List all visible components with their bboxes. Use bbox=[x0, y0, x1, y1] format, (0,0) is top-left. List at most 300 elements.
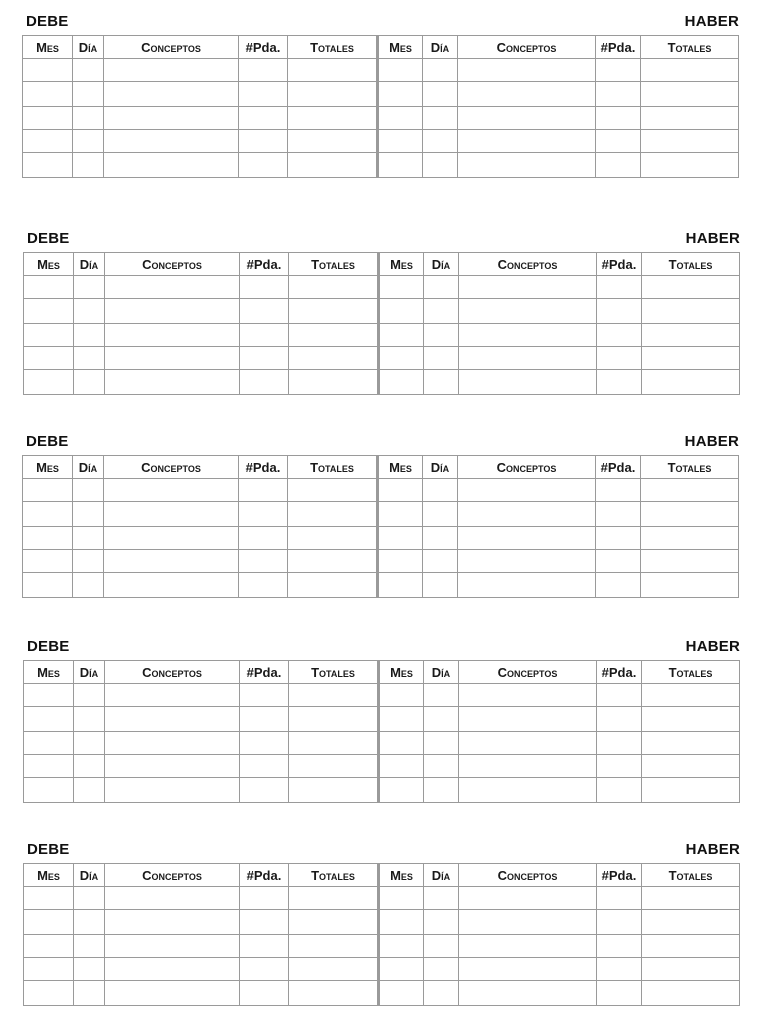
empty-cell[interactable] bbox=[104, 527, 239, 550]
empty-cell[interactable] bbox=[23, 59, 73, 82]
table-row bbox=[24, 299, 740, 324]
empty-cell[interactable] bbox=[641, 479, 739, 502]
table-row bbox=[23, 153, 739, 178]
table-row bbox=[23, 59, 739, 82]
empty-cell[interactable] bbox=[458, 527, 596, 550]
empty-cell[interactable] bbox=[73, 550, 104, 573]
empty-cell[interactable] bbox=[642, 707, 740, 732]
empty-cell[interactable] bbox=[423, 107, 458, 130]
empty-cell[interactable] bbox=[459, 935, 597, 958]
empty-cell[interactable] bbox=[596, 573, 641, 598]
empty-cell[interactable] bbox=[23, 82, 73, 107]
empty-cell[interactable] bbox=[424, 276, 459, 299]
empty-cell[interactable] bbox=[423, 153, 458, 178]
empty-cell[interactable] bbox=[289, 299, 379, 324]
empty-cell[interactable] bbox=[424, 958, 459, 981]
empty-cell[interactable] bbox=[459, 299, 597, 324]
empty-cell[interactable] bbox=[379, 347, 424, 370]
empty-cell[interactable] bbox=[642, 755, 740, 778]
empty-cell[interactable] bbox=[459, 347, 597, 370]
empty-cell[interactable] bbox=[23, 153, 73, 178]
empty-cell[interactable] bbox=[379, 887, 424, 910]
empty-cell[interactable] bbox=[424, 778, 459, 803]
empty-cell[interactable] bbox=[104, 107, 239, 130]
empty-cell[interactable] bbox=[379, 958, 424, 981]
empty-cell[interactable] bbox=[74, 707, 105, 732]
empty-cell[interactable] bbox=[378, 479, 423, 502]
empty-cell[interactable] bbox=[105, 707, 240, 732]
empty-cell[interactable] bbox=[240, 299, 289, 324]
col-dia-haber: Día bbox=[424, 864, 459, 887]
empty-cell[interactable] bbox=[288, 82, 378, 107]
empty-cell[interactable] bbox=[641, 82, 739, 107]
empty-cell[interactable] bbox=[378, 82, 423, 107]
empty-cell[interactable] bbox=[23, 502, 73, 527]
empty-cell[interactable] bbox=[379, 299, 424, 324]
empty-cell[interactable] bbox=[378, 59, 423, 82]
empty-cell[interactable] bbox=[379, 935, 424, 958]
empty-cell[interactable] bbox=[288, 130, 378, 153]
empty-cell[interactable] bbox=[23, 550, 73, 573]
col-conceptos-haber: Conceptos bbox=[458, 36, 596, 59]
empty-cell[interactable] bbox=[641, 550, 739, 573]
empty-cell[interactable] bbox=[73, 479, 104, 502]
empty-cell[interactable] bbox=[240, 707, 289, 732]
col-conceptos-debe: Conceptos bbox=[105, 864, 240, 887]
empty-cell[interactable] bbox=[424, 370, 459, 395]
empty-cell[interactable] bbox=[379, 755, 424, 778]
table-row bbox=[24, 887, 740, 910]
empty-cell[interactable] bbox=[378, 573, 423, 598]
empty-cell[interactable] bbox=[239, 502, 288, 527]
col-pda-debe: #Pda. bbox=[239, 36, 288, 59]
empty-cell[interactable] bbox=[105, 347, 240, 370]
empty-cell[interactable] bbox=[641, 502, 739, 527]
empty-cell[interactable] bbox=[74, 778, 105, 803]
empty-cell[interactable] bbox=[424, 981, 459, 1006]
empty-cell[interactable] bbox=[289, 707, 379, 732]
empty-cell[interactable] bbox=[459, 684, 597, 707]
col-mes-debe: Mes bbox=[24, 864, 74, 887]
empty-cell[interactable] bbox=[24, 755, 74, 778]
empty-cell[interactable] bbox=[73, 502, 104, 527]
empty-cell[interactable] bbox=[289, 935, 379, 958]
empty-cell[interactable] bbox=[104, 82, 239, 107]
ledger-block-2 bbox=[23, 230, 740, 395]
empty-cell[interactable] bbox=[24, 778, 74, 803]
empty-cell[interactable] bbox=[105, 778, 240, 803]
empty-cell[interactable] bbox=[240, 935, 289, 958]
empty-cell[interactable] bbox=[239, 130, 288, 153]
empty-cell[interactable] bbox=[105, 299, 240, 324]
empty-cell[interactable] bbox=[642, 778, 740, 803]
col-totales-debe: Totales bbox=[289, 661, 379, 684]
empty-cell[interactable] bbox=[459, 707, 597, 732]
empty-cell[interactable] bbox=[240, 910, 289, 935]
empty-cell[interactable] bbox=[459, 755, 597, 778]
empty-cell[interactable] bbox=[240, 755, 289, 778]
debe-label: DEBE bbox=[26, 433, 69, 450]
empty-cell[interactable] bbox=[239, 527, 288, 550]
empty-cell[interactable] bbox=[596, 527, 641, 550]
empty-cell[interactable] bbox=[597, 347, 642, 370]
empty-cell[interactable] bbox=[73, 59, 104, 82]
empty-cell[interactable] bbox=[74, 755, 105, 778]
empty-cell[interactable] bbox=[24, 370, 74, 395]
empty-cell[interactable] bbox=[597, 299, 642, 324]
col-pda-debe: #Pda. bbox=[240, 253, 289, 276]
empty-cell[interactable] bbox=[288, 59, 378, 82]
empty-cell[interactable] bbox=[288, 502, 378, 527]
empty-cell[interactable] bbox=[74, 958, 105, 981]
empty-cell[interactable] bbox=[74, 370, 105, 395]
empty-cell[interactable] bbox=[74, 684, 105, 707]
empty-cell[interactable] bbox=[239, 59, 288, 82]
empty-cell[interactable] bbox=[73, 573, 104, 598]
empty-cell[interactable] bbox=[289, 324, 379, 347]
col-totales-debe: Totales bbox=[288, 456, 378, 479]
empty-cell[interactable] bbox=[289, 778, 379, 803]
col-totales-debe: Totales bbox=[288, 36, 378, 59]
empty-cell[interactable] bbox=[73, 153, 104, 178]
empty-cell[interactable] bbox=[642, 958, 740, 981]
empty-cell[interactable] bbox=[424, 755, 459, 778]
empty-cell[interactable] bbox=[289, 887, 379, 910]
empty-cell[interactable] bbox=[74, 887, 105, 910]
empty-cell[interactable] bbox=[240, 981, 289, 1006]
col-mes-haber: Mes bbox=[379, 253, 424, 276]
empty-cell[interactable] bbox=[459, 276, 597, 299]
col-mes-debe: Mes bbox=[24, 661, 74, 684]
table-row bbox=[23, 82, 739, 107]
empty-cell[interactable] bbox=[239, 82, 288, 107]
empty-cell[interactable] bbox=[24, 347, 74, 370]
empty-cell[interactable] bbox=[596, 502, 641, 527]
empty-cell[interactable] bbox=[642, 324, 740, 347]
empty-cell[interactable] bbox=[74, 276, 105, 299]
empty-cell[interactable] bbox=[596, 107, 641, 130]
ledger-block-4 bbox=[23, 638, 740, 803]
empty-cell[interactable] bbox=[641, 130, 739, 153]
empty-cell[interactable] bbox=[424, 707, 459, 732]
empty-cell[interactable] bbox=[423, 573, 458, 598]
empty-cell[interactable] bbox=[104, 502, 239, 527]
empty-cell[interactable] bbox=[289, 684, 379, 707]
empty-cell[interactable] bbox=[423, 130, 458, 153]
table-row bbox=[23, 107, 739, 130]
empty-cell[interactable] bbox=[240, 276, 289, 299]
empty-cell[interactable] bbox=[104, 550, 239, 573]
empty-cell[interactable] bbox=[240, 778, 289, 803]
empty-cell[interactable] bbox=[74, 732, 105, 755]
empty-cell[interactable] bbox=[424, 910, 459, 935]
empty-cell[interactable] bbox=[641, 59, 739, 82]
empty-cell[interactable] bbox=[105, 370, 240, 395]
empty-cell[interactable] bbox=[597, 276, 642, 299]
empty-cell[interactable] bbox=[642, 347, 740, 370]
col-mes-debe: Mes bbox=[24, 253, 74, 276]
empty-cell[interactable] bbox=[459, 958, 597, 981]
col-conceptos-debe: Conceptos bbox=[104, 36, 239, 59]
empty-cell[interactable] bbox=[24, 299, 74, 324]
empty-cell[interactable] bbox=[105, 958, 240, 981]
table-row bbox=[23, 573, 739, 598]
empty-cell[interactable] bbox=[597, 887, 642, 910]
empty-cell[interactable] bbox=[239, 153, 288, 178]
empty-cell[interactable] bbox=[459, 324, 597, 347]
table-row bbox=[24, 778, 740, 803]
empty-cell[interactable] bbox=[378, 107, 423, 130]
empty-cell[interactable] bbox=[597, 755, 642, 778]
col-pda-haber: #Pda. bbox=[597, 253, 642, 276]
empty-cell[interactable] bbox=[424, 324, 459, 347]
empty-cell[interactable] bbox=[642, 684, 740, 707]
empty-cell[interactable] bbox=[641, 107, 739, 130]
ledger-table bbox=[22, 455, 739, 598]
table-row bbox=[24, 324, 740, 347]
empty-cell[interactable] bbox=[73, 82, 104, 107]
col-conceptos-debe: Conceptos bbox=[104, 456, 239, 479]
empty-cell[interactable] bbox=[642, 276, 740, 299]
empty-cell[interactable] bbox=[458, 573, 596, 598]
empty-cell[interactable] bbox=[379, 276, 424, 299]
empty-cell[interactable] bbox=[73, 527, 104, 550]
empty-cell[interactable] bbox=[641, 573, 739, 598]
empty-cell[interactable] bbox=[240, 347, 289, 370]
empty-cell[interactable] bbox=[641, 527, 739, 550]
empty-cell[interactable] bbox=[378, 550, 423, 573]
empty-cell[interactable] bbox=[458, 130, 596, 153]
empty-cell[interactable] bbox=[597, 707, 642, 732]
empty-cell[interactable] bbox=[423, 82, 458, 107]
empty-cell[interactable] bbox=[597, 684, 642, 707]
empty-cell[interactable] bbox=[378, 527, 423, 550]
empty-cell[interactable] bbox=[424, 732, 459, 755]
empty-cell[interactable] bbox=[105, 935, 240, 958]
empty-cell[interactable] bbox=[74, 910, 105, 935]
empty-cell[interactable] bbox=[458, 550, 596, 573]
empty-cell[interactable] bbox=[289, 347, 379, 370]
empty-cell[interactable] bbox=[424, 684, 459, 707]
empty-cell[interactable] bbox=[596, 130, 641, 153]
empty-cell[interactable] bbox=[379, 324, 424, 347]
empty-cell[interactable] bbox=[423, 550, 458, 573]
col-dia-haber: Día bbox=[423, 36, 458, 59]
empty-cell[interactable] bbox=[74, 347, 105, 370]
empty-cell[interactable] bbox=[379, 778, 424, 803]
empty-cell[interactable] bbox=[24, 732, 74, 755]
empty-cell[interactable] bbox=[23, 107, 73, 130]
col-totales-haber: Totales bbox=[641, 456, 739, 479]
empty-cell[interactable] bbox=[596, 479, 641, 502]
empty-cell[interactable] bbox=[379, 732, 424, 755]
col-conceptos-haber: Conceptos bbox=[459, 864, 597, 887]
empty-cell[interactable] bbox=[424, 887, 459, 910]
empty-cell[interactable] bbox=[423, 59, 458, 82]
empty-cell[interactable] bbox=[73, 130, 104, 153]
table-row bbox=[24, 981, 740, 1006]
empty-cell[interactable] bbox=[240, 958, 289, 981]
empty-cell[interactable] bbox=[73, 107, 104, 130]
empty-cell[interactable] bbox=[288, 153, 378, 178]
col-conceptos-haber: Conceptos bbox=[459, 253, 597, 276]
col-totales-debe: Totales bbox=[289, 864, 379, 887]
empty-cell[interactable] bbox=[239, 107, 288, 130]
empty-cell[interactable] bbox=[105, 732, 240, 755]
table-row bbox=[24, 707, 740, 732]
empty-cell[interactable] bbox=[597, 935, 642, 958]
empty-cell[interactable] bbox=[289, 370, 379, 395]
empty-cell[interactable] bbox=[104, 59, 239, 82]
empty-cell[interactable] bbox=[641, 153, 739, 178]
empty-cell[interactable] bbox=[239, 479, 288, 502]
col-totales-debe: Totales bbox=[289, 253, 379, 276]
empty-cell[interactable] bbox=[458, 82, 596, 107]
empty-cell[interactable] bbox=[458, 479, 596, 502]
table-row bbox=[23, 550, 739, 573]
empty-cell[interactable] bbox=[642, 981, 740, 1006]
empty-cell[interactable] bbox=[459, 370, 597, 395]
empty-cell[interactable] bbox=[289, 276, 379, 299]
empty-cell[interactable] bbox=[423, 527, 458, 550]
empty-cell[interactable] bbox=[597, 981, 642, 1006]
empty-cell[interactable] bbox=[289, 732, 379, 755]
empty-cell[interactable] bbox=[104, 479, 239, 502]
empty-cell[interactable] bbox=[23, 573, 73, 598]
empty-cell[interactable] bbox=[458, 107, 596, 130]
empty-cell[interactable] bbox=[458, 502, 596, 527]
empty-cell[interactable] bbox=[642, 887, 740, 910]
empty-cell[interactable] bbox=[23, 527, 73, 550]
empty-cell[interactable] bbox=[240, 324, 289, 347]
empty-cell[interactable] bbox=[596, 153, 641, 178]
col-dia-debe: Día bbox=[73, 36, 104, 59]
empty-cell[interactable] bbox=[642, 299, 740, 324]
empty-cell[interactable] bbox=[459, 910, 597, 935]
empty-cell[interactable] bbox=[24, 324, 74, 347]
empty-cell[interactable] bbox=[240, 732, 289, 755]
empty-cell[interactable] bbox=[642, 910, 740, 935]
empty-cell[interactable] bbox=[24, 910, 74, 935]
empty-cell[interactable] bbox=[104, 153, 239, 178]
empty-cell[interactable] bbox=[289, 910, 379, 935]
table-row bbox=[23, 130, 739, 153]
empty-cell[interactable] bbox=[288, 550, 378, 573]
empty-cell[interactable] bbox=[458, 59, 596, 82]
header-row bbox=[24, 864, 740, 887]
empty-cell[interactable] bbox=[239, 573, 288, 598]
empty-cell[interactable] bbox=[459, 887, 597, 910]
empty-cell[interactable] bbox=[423, 479, 458, 502]
empty-cell[interactable] bbox=[24, 707, 74, 732]
table-row bbox=[23, 527, 739, 550]
empty-cell[interactable] bbox=[24, 935, 74, 958]
col-pda-debe: #Pda. bbox=[239, 456, 288, 479]
empty-cell[interactable] bbox=[458, 153, 596, 178]
haber-label: HABER bbox=[684, 433, 739, 450]
empty-cell[interactable] bbox=[378, 130, 423, 153]
empty-cell[interactable] bbox=[240, 370, 289, 395]
empty-cell[interactable] bbox=[74, 981, 105, 1006]
empty-cell[interactable] bbox=[105, 324, 240, 347]
empty-cell[interactable] bbox=[596, 82, 641, 107]
empty-cell[interactable] bbox=[379, 684, 424, 707]
empty-cell[interactable] bbox=[642, 732, 740, 755]
empty-cell[interactable] bbox=[379, 370, 424, 395]
empty-cell[interactable] bbox=[105, 755, 240, 778]
col-totales-haber: Totales bbox=[642, 253, 740, 276]
empty-cell[interactable] bbox=[288, 527, 378, 550]
empty-cell[interactable] bbox=[289, 981, 379, 1006]
empty-cell[interactable] bbox=[459, 778, 597, 803]
empty-cell[interactable] bbox=[23, 130, 73, 153]
empty-cell[interactable] bbox=[597, 958, 642, 981]
empty-cell[interactable] bbox=[459, 732, 597, 755]
empty-cell[interactable] bbox=[240, 684, 289, 707]
empty-cell[interactable] bbox=[74, 935, 105, 958]
empty-cell[interactable] bbox=[597, 324, 642, 347]
empty-cell[interactable] bbox=[24, 887, 74, 910]
col-conceptos-debe: Conceptos bbox=[105, 253, 240, 276]
empty-cell[interactable] bbox=[597, 778, 642, 803]
empty-cell[interactable] bbox=[423, 502, 458, 527]
empty-cell[interactable] bbox=[597, 732, 642, 755]
empty-cell[interactable] bbox=[378, 153, 423, 178]
empty-cell[interactable] bbox=[24, 958, 74, 981]
empty-cell[interactable] bbox=[597, 370, 642, 395]
col-pda-haber: #Pda. bbox=[596, 36, 641, 59]
empty-cell[interactable] bbox=[24, 276, 74, 299]
empty-cell[interactable] bbox=[424, 935, 459, 958]
empty-cell[interactable] bbox=[596, 550, 641, 573]
empty-cell[interactable] bbox=[105, 887, 240, 910]
empty-cell[interactable] bbox=[240, 887, 289, 910]
empty-cell[interactable] bbox=[379, 707, 424, 732]
empty-cell[interactable] bbox=[288, 573, 378, 598]
empty-cell[interactable] bbox=[105, 276, 240, 299]
empty-cell[interactable] bbox=[642, 935, 740, 958]
empty-cell[interactable] bbox=[74, 324, 105, 347]
empty-cell[interactable] bbox=[104, 130, 239, 153]
empty-cell[interactable] bbox=[289, 958, 379, 981]
empty-cell[interactable] bbox=[596, 59, 641, 82]
empty-cell[interactable] bbox=[424, 299, 459, 324]
haber-label: HABER bbox=[685, 230, 740, 247]
empty-cell[interactable] bbox=[459, 981, 597, 1006]
empty-cell[interactable] bbox=[105, 981, 240, 1006]
empty-cell[interactable] bbox=[105, 910, 240, 935]
empty-cell[interactable] bbox=[105, 684, 240, 707]
empty-cell[interactable] bbox=[379, 910, 424, 935]
empty-cell[interactable] bbox=[289, 755, 379, 778]
table-row bbox=[24, 732, 740, 755]
col-dia-haber: Día bbox=[424, 253, 459, 276]
empty-cell[interactable] bbox=[378, 502, 423, 527]
empty-cell[interactable] bbox=[74, 299, 105, 324]
empty-cell[interactable] bbox=[24, 981, 74, 1006]
empty-cell[interactable] bbox=[23, 479, 73, 502]
empty-cell[interactable] bbox=[104, 573, 239, 598]
empty-cell[interactable] bbox=[424, 347, 459, 370]
empty-cell[interactable] bbox=[597, 910, 642, 935]
empty-cell[interactable] bbox=[288, 107, 378, 130]
empty-cell[interactable] bbox=[239, 550, 288, 573]
empty-cell[interactable] bbox=[379, 981, 424, 1006]
empty-cell[interactable] bbox=[24, 684, 74, 707]
empty-cell[interactable] bbox=[642, 370, 740, 395]
empty-cell[interactable] bbox=[288, 479, 378, 502]
col-mes-haber: Mes bbox=[378, 456, 423, 479]
